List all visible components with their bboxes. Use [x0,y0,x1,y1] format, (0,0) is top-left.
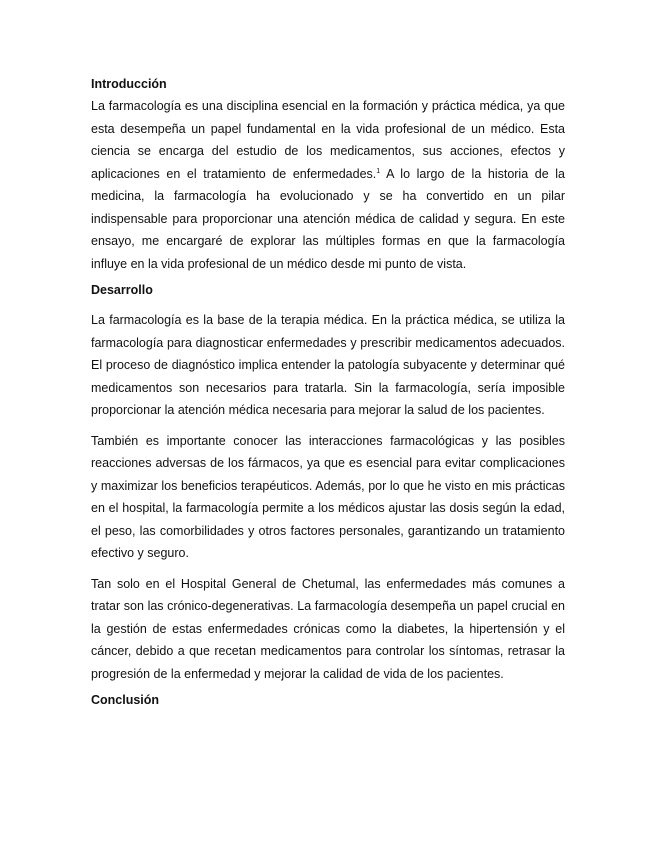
footnote-marker: 1 [376,167,381,175]
development-heading: Desarrollo [91,283,153,297]
development-paragraph-1: La farmacología es la base de la terapia médica. En la práctica médica, se utiliza la farmacología para diagnosticar enfermedades y prescribir medicamentos adecuados. El proceso de diagnóstico implica entender la patología subyacente y determinar qué medicamentos son necesarios para tratarla. Sin la farmacología, sería imposible proporcionar la atención médica necesaria para mejorar la salud de los pacientes. [91,313,565,417]
development-paragraph-3: Tan solo en el Hospital General de Chetumal, las enfermedades más comunes a tratar son las crónico-degenerativas. La farmacología desempeña un papel crucial en la gestión de estas enfermedades crónicas como la diabetes, la hipertensión y el cáncer, debido a que recetan medicamentos para controlar los síntomas, retrasar la progresión de la enfermedad y mejorar la calidad de vida de los pacientes. [91,576,565,681]
intro-text-part1: La farmacología es una disciplina esencial en la formación y práctica médica, ya que esta desempeña un papel fundamental en la vida profesional de un médico. Esta ciencia se encarga del estudio de los medicamentos, sus acciones, efectos y aplicaciones en el tratamiento de enfermedades. [91,99,565,181]
intro-heading: Introducción [91,77,167,91]
intro-text-part2: A lo largo de la historia de la medicina, la farmacología ha evolucionado y se ha convertido en un pilar indispensable para proporcionar una atención médica de calidad y segura. En este ensayo, me encargaré de explorar las múltiples formas en que la farmacología influye en la vida profesional de un médico desde mi punto de vista. [91,166,565,271]
intro-paragraph [91,95,565,275]
conclusion-heading: Conclusión [91,693,160,707]
document-page [91,73,565,711]
development-paragraph-2: También es importante conocer las interacciones farmacológicas y las posibles reacciones adversas de los fármacos, ya que es esencial para evitar complicaciones y maximizar los beneficios terapéuticos. Además, por lo que he visto en mis prácticas en el hospital, la farmacología permite a los médicos ajustar las dosis según la edad, el peso, las comorbilidades y otros factores personales, garantizando un tratamiento efectivo y seguro. [91,433,565,560]
